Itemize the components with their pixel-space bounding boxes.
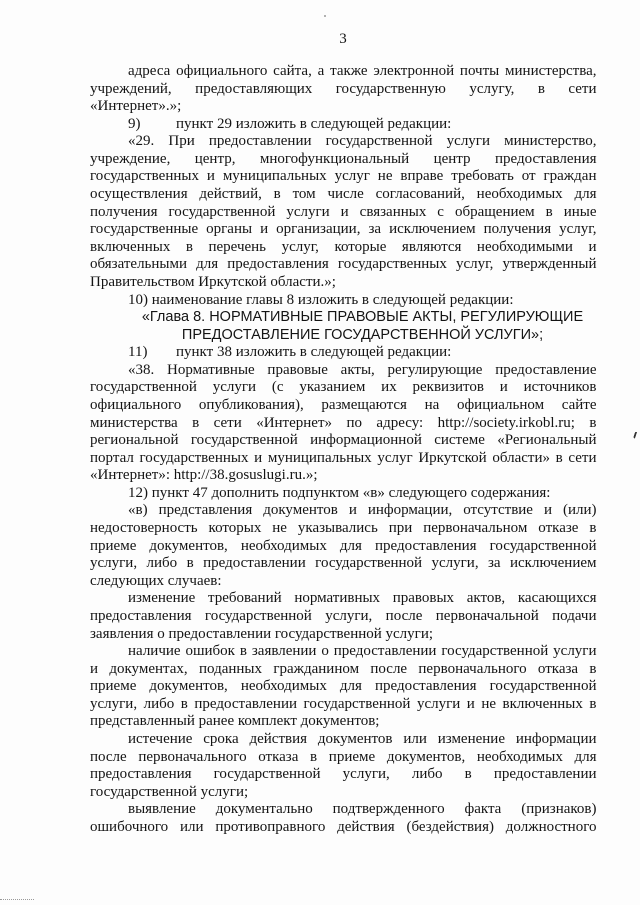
text-line: государственные органы и организации, за исключением получения услуг, [90,221,597,238]
text-line: «Интернет».»; [90,98,182,115]
text-line: портал государственных и муниципальных услуг Иркутской области» в сети [90,449,597,466]
text-line: Правительством Иркутской области.»; [90,273,336,290]
text-line: учреждений, предоставляющих государственную услугу, в сети [90,80,597,97]
document-body [90,63,597,836]
text-line: министерства в сети «Интернет» по адресу: http://society.irkobl.ru; в [90,414,597,431]
text-line: «Интернет»: http://38.gosuslugi.ru.»; [90,467,318,484]
text-line: региональной государственной информационной системе «Региональный [90,432,597,449]
text-line: включенных в перечень услуг, которые являются необходимыми и [90,238,597,255]
text-line: осуществления действий, в том числе согласований, необходимых для [90,186,597,203]
text-line: приеме документов, необходимых для предоставления государственной [90,537,597,554]
item-number: 9) [128,115,141,132]
text-line: государственных и муниципальных услуг не вправе требовать от граждан [90,168,597,185]
scan-mark [633,431,640,439]
text-line: «в) представления документов и информации, отсутствие и (или) [128,502,597,519]
chapter-heading-line: «Глава 8. НОРМАТИВНЫЕ ПРАВОВЫЕ АКТЫ, РЕГУЛИРУЮЩИЕ [141,309,584,326]
scan-speck [324,15,326,17]
text-line: заявления о предоставлении государственной услуги; [90,625,434,642]
text-line: наличие ошибок в заявлении о предоставлении государственной услуги [128,643,597,660]
text-line: предоставления государственной услуги, после первоначальной подачи [90,607,597,624]
numbered-item-line [90,116,597,134]
text-line: после первоначального отказа в приеме документов, необходимых для [90,748,597,765]
text-line: услуги, либо в предоставлении государственной услуги и не включенных в [90,695,597,712]
text-line: 12) пункт 47 дополнить подпунктом «в» следующего содержания: [128,484,551,501]
item-text: пункт 38 изложить в следующей редакции: [176,344,452,361]
text-line: государственной услуги; [90,783,249,800]
text-line: предоставления государственной услуги, либо в предоставлении [90,766,597,783]
text-line: получения государственной услуги и связанных с обращением в иные [90,203,597,220]
item-text: пункт 29 изложить в следующей редакции: [176,115,452,132]
text-line: «29. При предоставлении государственной услуги министерство, [128,133,597,150]
text-line: официального опубликования), размещаются на официальном сайте [90,396,597,413]
numbered-item-line [90,344,597,362]
text-line: и документах, поданных гражданином после первоначального отказа в [90,660,597,677]
text-line: адреса официального сайта, а также электронной почты министерства, [128,63,597,79]
text-line: изменение требований нормативных правовых актов, касающихся [128,590,597,607]
text-line: недостоверность которых не указывались при первоначальном отказе в [90,520,597,537]
scan-artifact [0,899,34,900]
text-line: обязательными для предоставления государственных услуг, утвержденный [90,256,597,273]
text-line: представленный ранее комплект документов; [90,713,380,730]
text-line: истечение срока действия документов или изменение информации [128,730,597,747]
text-line: учреждение, центр, многофункциональный центр предоставления [90,150,597,167]
text-line: государственной услуги (с указанием их реквизитов и источников [90,379,597,396]
text-line: 10) наименование главы 8 изложить в следующей редакции: [128,291,514,308]
text-line: выявление документально подтвержденного факта (признаков) [128,801,597,818]
text-line: услуги, либо в предоставлении государственной услуги, за исключением [90,555,597,572]
chapter-heading-line: ПРЕДОСТАВЛЕНИЕ ГОСУДАРСТВЕННОЙ УСЛУГИ»; [181,326,544,343]
text-line: «38. Нормативные правовые акты, регулирующие предоставление [128,361,597,378]
item-number: 11) [128,344,148,361]
page-number: 3 [339,31,347,47]
text-line: следующих случаев: [90,572,222,589]
text-line: приеме документов, необходимых для предоставления государственной [90,678,597,695]
text-line: ошибочного или противоправного действия (бездействия) должностного [90,818,597,835]
